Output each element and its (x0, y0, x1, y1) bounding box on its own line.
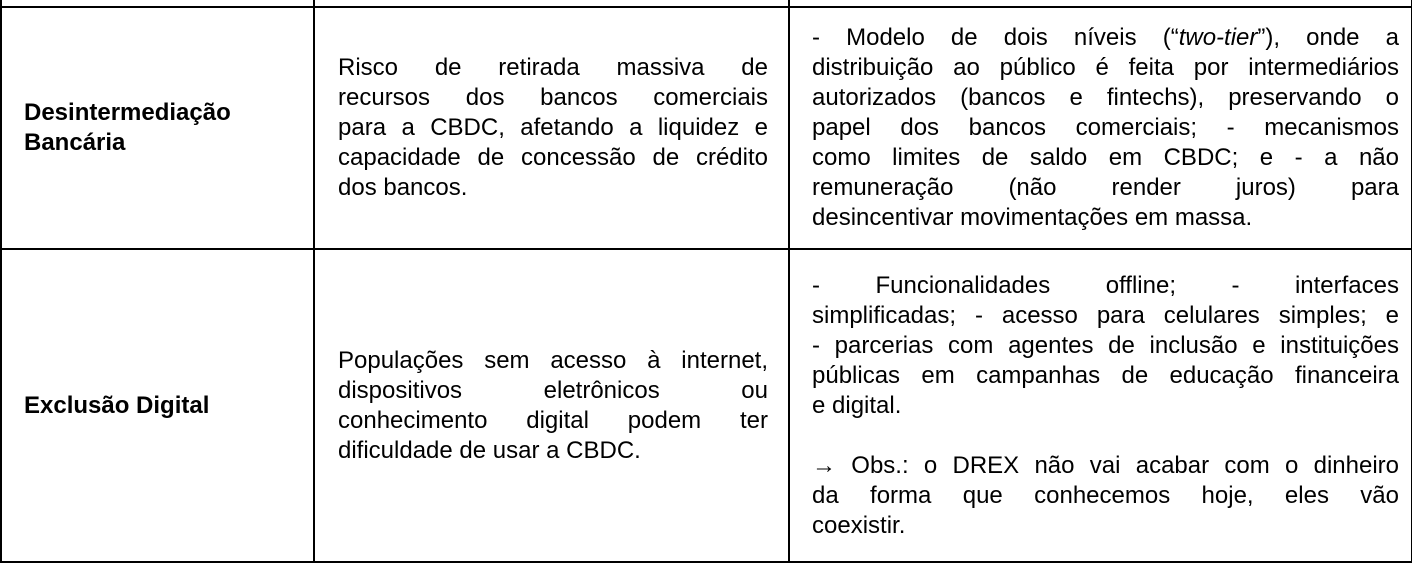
note-line: → Obs.: o DREX não vai acabar com o dinheiro (812, 451, 1399, 479)
risk-mitigation-cell (789, 249, 1412, 562)
risk-description-line: capacidade de concessão de crédito (338, 144, 768, 171)
risk-description-line: para a CBDC, afetando a liquidez e (338, 114, 768, 141)
risk-name-line: Desintermediação (24, 99, 231, 126)
risk-description-line: Risco de retirada massiva de (338, 54, 768, 81)
table-cell (1, 0, 314, 7)
risk-description-line: dispositivos eletrônicos ou (338, 376, 768, 404)
mitigation-line: como limites de saldo em CBDC; e - a não (812, 144, 1399, 171)
risk-description-cell (314, 7, 789, 249)
risk-name-line: Bancária (24, 129, 126, 156)
paragraph-gap (812, 421, 1399, 451)
table-row (1, 7, 1412, 249)
mitigation-line: públicas em campanhas de educação financeira (812, 361, 1399, 389)
table-row-previous-edge (1, 0, 1412, 7)
mitigation-emphasis: two-tier (1178, 24, 1258, 51)
risk-description-line: Populações sem acesso à internet, (338, 346, 768, 374)
risk-description-line: dos bancos. (338, 174, 468, 201)
risk-description-line: recursos dos bancos comerciais (338, 84, 768, 111)
risk-name-cell (1, 7, 314, 249)
risk-description-line: conhecimento digital podem ter (338, 406, 768, 434)
mitigation-line: papel dos bancos comerciais; - mecanismos (812, 114, 1399, 141)
mitigation-line: remuneração (não render juros) para (812, 174, 1399, 201)
risk-description-line: dificuldade de usar a CBDC. (338, 436, 641, 464)
mitigation-line (812, 23, 1399, 53)
note-line: da forma que conhecemos hoje, eles vão (812, 481, 1399, 509)
mitigation-line: autorizados (bancos e fintechs), preservando o (812, 84, 1399, 111)
note-line: coexistir. (812, 511, 906, 539)
risk-description-cell (314, 249, 789, 562)
table-row (1, 249, 1412, 562)
mitigation-line: - Funcionalidades offline; - interfaces (812, 271, 1399, 299)
mitigation-line: distribuição ao público é feita por intermediários (812, 54, 1399, 81)
mitigation-text: - Modelo de dois níveis (“ (812, 24, 1179, 51)
risk-mitigation-cell (789, 7, 1412, 249)
risk-name-line: Exclusão Digital (24, 391, 210, 419)
mitigation-line: desincentivar movimentações em massa. (812, 204, 1253, 231)
mitigation-line: simplificadas; - acesso para celulares simples; e (812, 301, 1399, 329)
mitigation-line: - parcerias com agentes de inclusão e instituições (812, 331, 1399, 359)
table-cell (314, 0, 789, 7)
mitigation-line: e digital. (812, 391, 902, 419)
mitigation-text: ”), onde a (1257, 24, 1399, 51)
risk-name-cell (1, 249, 314, 562)
table-cell (789, 0, 1412, 7)
